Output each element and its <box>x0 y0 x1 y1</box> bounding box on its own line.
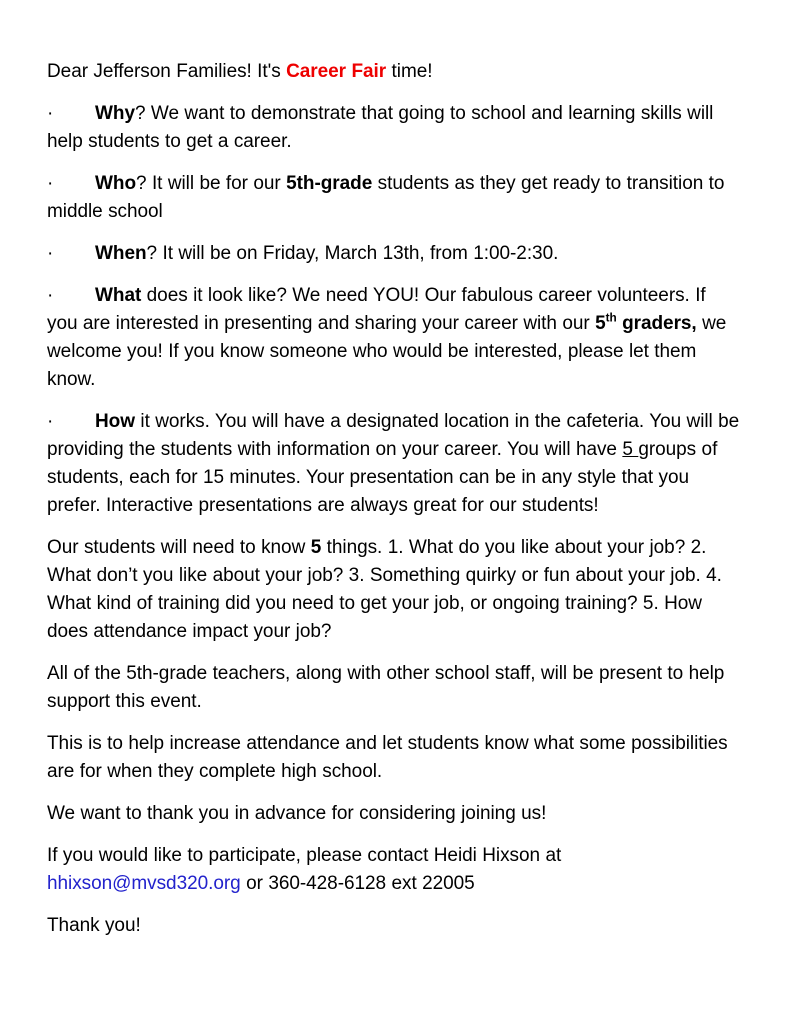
paragraph-closing: Thank you! <box>47 915 141 936</box>
document-body <box>47 58 741 940</box>
bullet-marker-icon: · <box>47 173 54 194</box>
bullet-why <box>47 100 741 156</box>
paragraph-purpose: This is to help increase attendance and let students know what some possibilities are for when they complete high school. <box>47 733 728 782</box>
paragraph-thanks-advance: We want to thank you in advance for considering joining us! <box>47 803 547 824</box>
bullet-what <box>47 282 741 394</box>
bullet-when-text: ? It will be on Friday, March 13th, from 1:00-2:30. <box>146 243 559 264</box>
bullet-what-text-2: we welcome you! If you know someone who would be interested, please let them know. <box>47 313 727 390</box>
bullet-why-label: Why <box>95 103 135 124</box>
paragraph-teachers: All of the 5th-grade teachers, along with other school staff, will be present to help support this event. <box>47 663 725 712</box>
questions-count: 5 <box>310 537 322 558</box>
bullet-why-text: ? We want to demonstrate that going to school and learning skills will help students to get a career. <box>47 103 714 152</box>
greeting-line <box>47 58 741 86</box>
bullet-who <box>47 170 741 226</box>
bullet-who-label: Who <box>95 173 136 194</box>
bullet-marker-icon: · <box>47 285 54 306</box>
bullet-who-text-1: ? It will be for our <box>136 173 287 194</box>
contact-phone-text: or 360-428-6128 ext 22005 <box>240 873 475 894</box>
contact-intro-text: If you would like to participate, please contact Heidi Hixson at <box>47 845 562 866</box>
contact-email-link[interactable]: hhixson@mvsd320.org <box>47 873 241 894</box>
bullet-who-text-2: students as they get ready to transition to middle school <box>47 173 725 222</box>
bullet-how-group-count: 5 <box>622 439 639 460</box>
bullet-how <box>47 408 741 520</box>
bullet-what-graders-word: graders, <box>616 313 697 334</box>
greeting-before-text: Dear Jefferson Families! It's <box>47 61 287 82</box>
bullet-marker-icon: · <box>47 411 54 432</box>
bullet-what-text-1: does it look like? We need YOU! Our fabulous career volunteers. If you are interested in presenting and sharing your career with our <box>47 285 706 334</box>
bullet-how-label: How <box>95 411 135 432</box>
bullet-what-label: What <box>95 285 142 306</box>
greeting-after-text: time! <box>386 61 433 82</box>
bullet-what-grade-number: 5 <box>595 313 606 334</box>
paragraph-questions <box>47 534 741 646</box>
bullet-who-grade-emphasis: 5th-grade <box>286 173 373 194</box>
questions-intro-text: Our students will need to know <box>47 537 311 558</box>
bullet-when-label: When <box>95 243 147 264</box>
paragraph-contact <box>47 842 741 898</box>
bullet-what-grade-suffix: th <box>605 311 617 325</box>
bullet-how-text-1: it works. You will have a designated location in the cafeteria. You will be providing the students with information on your career. You will have <box>47 411 740 460</box>
bullet-marker-icon: · <box>47 243 54 264</box>
bullet-how-text-2: groups of students, each for 15 minutes. Your presentation can be in any style that you prefer. Interactive presentations are always great for our students! <box>47 439 718 516</box>
questions-list-text: things. 1. What do you like about your job? 2. What don’t you like about your job? 3. Something quirky or fun about your job. 4. What kind of training did you need to get your job, or ongoing training? 5. How does attendance impact your job? <box>47 537 722 642</box>
bullet-marker-icon: · <box>47 103 54 124</box>
career-fair-highlight: Career Fair <box>286 61 387 82</box>
bullet-when <box>47 240 741 268</box>
